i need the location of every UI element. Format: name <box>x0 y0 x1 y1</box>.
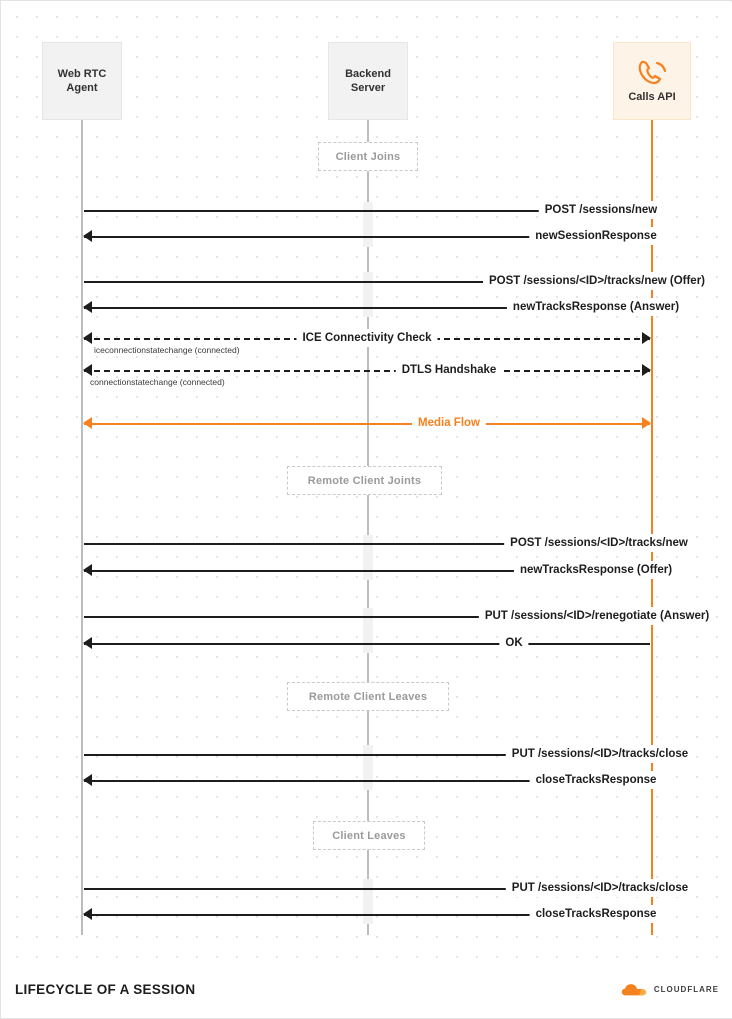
section-client-joins <box>318 142 418 171</box>
lifeline-webrtc-agent <box>81 120 83 935</box>
message-label: PUT /sessions/<ID>/tracks/close <box>506 879 694 897</box>
actor-calls-api <box>613 42 691 120</box>
phone-icon <box>635 58 669 88</box>
message-label: PUT /sessions/<ID>/tracks/close <box>506 745 694 763</box>
message-label: ICE Connectivity Check <box>296 329 437 347</box>
arrowhead-left-icon <box>83 774 92 786</box>
message-sublabel-ice: iceconnectionstatechange (connected) <box>94 345 240 355</box>
actor-label-line2: Server <box>350 82 386 94</box>
message-close-tracks-response-remote <box>84 772 657 790</box>
message-label: POST /sessions/<ID>/tracks/new <box>504 534 694 552</box>
message-label: closeTracksResponse <box>530 905 663 923</box>
section-label: Client Leaves <box>332 829 406 842</box>
message-close-tracks-response <box>84 906 657 924</box>
message-put-tracks-close <box>84 880 689 898</box>
diagram-title: LIFECYCLE OF A SESSION <box>15 982 196 997</box>
message-label: POST /sessions/new <box>539 201 663 219</box>
arrowhead-right-icon <box>642 332 651 344</box>
actor-web-rtc-agent <box>42 42 122 120</box>
message-label: POST /sessions/<ID>/tracks/new (Offer) <box>483 272 711 290</box>
message-media-flow <box>84 415 650 433</box>
arrowhead-left-icon <box>83 637 92 649</box>
arrowhead-left-icon <box>83 417 92 429</box>
message-new-tracks-response-offer <box>84 562 673 580</box>
message-line <box>84 643 650 645</box>
diagram-canvas <box>2 2 732 962</box>
arrowhead-left-icon <box>83 230 92 242</box>
message-label: newSessionResponse <box>529 227 662 245</box>
message-label: PUT /sessions/<ID>/renegotiate (Answer) <box>479 607 715 625</box>
message-new-tracks-response-answer <box>84 299 680 317</box>
message-label: Media Flow <box>412 414 486 432</box>
arrowhead-left-icon <box>83 301 92 313</box>
message-put-tracks-close-remote <box>84 746 689 764</box>
actor-label-line2: Agent <box>66 82 98 94</box>
message-put-renegotiate-answer <box>84 608 710 626</box>
arrowhead-left-icon <box>83 364 92 376</box>
section-remote-client-joins <box>287 466 442 495</box>
message-post-tracks-new-offer <box>84 273 706 291</box>
message-line <box>84 423 650 425</box>
arrowhead-left-icon <box>83 332 92 344</box>
section-label: Remote Client Leaves <box>308 690 428 703</box>
message-label: DTLS Handshake <box>396 361 503 379</box>
message-post-sessions-new <box>84 202 658 220</box>
footer <box>1 961 732 1018</box>
actor-backend-server <box>328 42 408 120</box>
message-post-tracks-new <box>84 535 688 553</box>
message-label: OK <box>499 634 528 652</box>
message-sublabel-dtls: connectionstatechange (connected) <box>90 377 225 387</box>
message-new-session-response <box>84 228 657 246</box>
arrowhead-right-icon <box>642 364 651 376</box>
message-label: newTracksResponse (Answer) <box>507 298 685 316</box>
section-label: Remote Client Joints <box>307 474 422 487</box>
arrowhead-left-icon <box>83 564 92 576</box>
actor-label-line1: Calls API <box>628 91 676 103</box>
arrowhead-right-icon <box>642 417 651 429</box>
section-client-leaves <box>313 821 425 850</box>
actor-label-line1: Web RTC <box>57 68 107 80</box>
cloudflare-cloud-icon <box>619 983 649 997</box>
cloudflare-logo <box>619 983 719 997</box>
actor-label-line1: Backend <box>345 68 391 80</box>
arrowhead-left-icon <box>83 908 92 920</box>
cloudflare-wordmark: CLOUDFLARE <box>653 985 719 994</box>
message-label: newTracksResponse (Offer) <box>514 561 678 579</box>
message-label: closeTracksResponse <box>530 771 663 789</box>
message-line <box>84 370 650 372</box>
section-remote-client-leaves <box>287 682 449 711</box>
message-ok <box>84 635 650 653</box>
section-label: Client Joins <box>335 150 401 163</box>
